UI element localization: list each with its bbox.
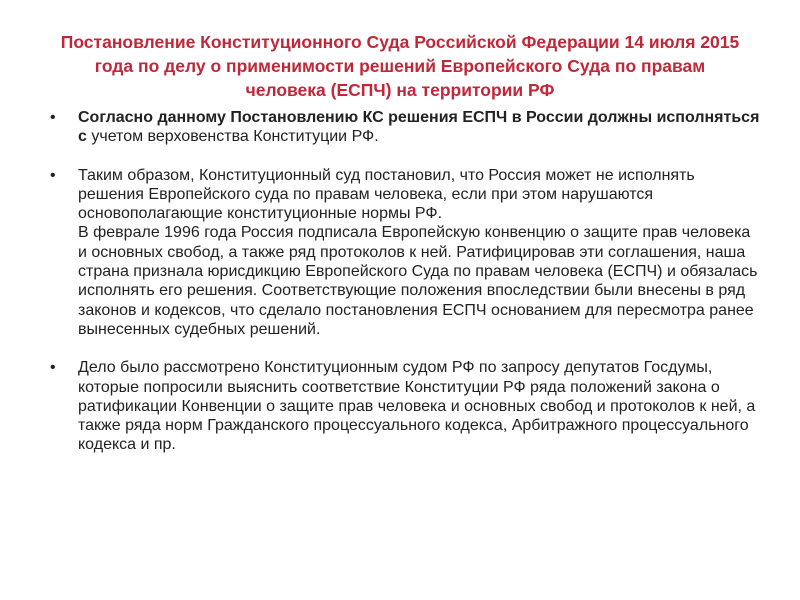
list-item <box>50 166 760 340</box>
bullet-text: Дело было рассмотрено Конституционным судом РФ по запросу депутатов Госдумы, которые попросили выяснить соответствие Конституции РФ ряда положений закона о ратификации Конвенции о защите прав человека и основных свобод и протоколов к ней, а также ряда норм Гражданского процессуального кодекса, Арбитражного процессуального кодекса и пр. <box>78 359 756 454</box>
bullet-paragraph: В феврале 1996 года Россия подписала Европейскую конвенцию о защите прав человека и основных свобод, а также ряд протоколов к ней. Ратифицировав эти соглашения, наша страна признала юрисдикцию Европейского Суда по правам человека (ЕСПЧ) и обязалась исполнять его решения. Соответствующие положения впоследствии были внесены в ряд законов и кодексов, что сделало постановления ЕСПЧ основанием для пересмотра ранее вынесенных судебных решений. <box>78 224 758 338</box>
bullet-paragraph: Таким образом, Конституционный суд постановил, что Россия может не исполнять решения Европейского суда по правам человека, если при этом нарушаются основополагающие конституционные нормы РФ. <box>78 166 695 223</box>
bullet-icon: • <box>50 359 56 377</box>
bullet-text: учетом верховенства Конституции РФ. <box>86 128 379 146</box>
list-item <box>50 358 760 454</box>
bullet-bold-text: Согласно данному Постановлению КС решения ЕСПЧ в России должны исполняться с <box>78 109 760 146</box>
slide-title: Постановление Конституционного Суда Российской Федерации 14 июля 2015 года по делу о применимости решений Европейского Суда по правам человека (ЕСПЧ) на территории РФ <box>60 32 740 100</box>
list-item <box>50 108 760 147</box>
bullet-icon: • <box>50 109 56 126</box>
bullet-list <box>50 108 760 474</box>
bullet-icon: • <box>50 166 56 184</box>
